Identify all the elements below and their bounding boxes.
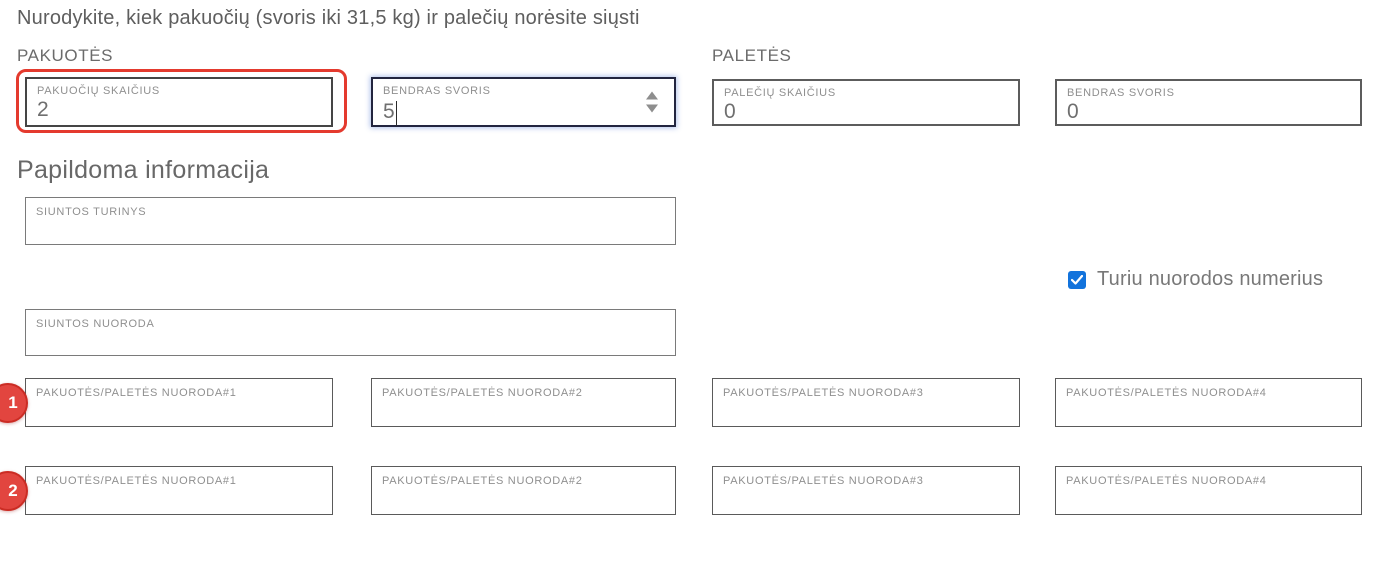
section-label-pallets: PALETĖS — [712, 46, 792, 65]
spinner-up-icon[interactable] — [646, 92, 658, 100]
package-reference-1-2-label: PAKUOTĖS/PALETĖS NUORODA#2 — [382, 387, 583, 399]
shipment-contents-input[interactable] — [25, 197, 676, 245]
package-reference-2-3-label: PAKUOTĖS/PALETĖS NUORODA#3 — [723, 475, 924, 487]
checkmark-icon — [1071, 275, 1083, 285]
package-reference-1-1-input[interactable] — [25, 378, 333, 427]
pallet-count-label: PALEČIŲ SKAIČIUS — [724, 87, 836, 99]
package-reference-2-3-input[interactable] — [712, 466, 1020, 515]
reference-numbers-checkbox-row — [1068, 268, 1323, 291]
text-cursor — [396, 101, 398, 126]
package-count-value: 2 — [37, 98, 49, 121]
package-weight-label: BENDRAS SVORIS — [383, 85, 491, 97]
spinner-down-icon[interactable] — [646, 105, 658, 113]
package-reference-2-4-input[interactable] — [1055, 466, 1362, 515]
row-number-badge: 1 — [0, 383, 28, 423]
package-weight-input[interactable] — [371, 77, 676, 127]
pallet-weight-label: BENDRAS SVORIS — [1067, 87, 1175, 99]
section-heading-additional-info: Papildoma informacija — [17, 156, 270, 184]
shipment-reference-label: SIUNTOS NUORODA — [36, 318, 155, 330]
pallet-count-input[interactable] — [712, 79, 1020, 126]
number-spinner — [646, 92, 658, 113]
reference-numbers-checkbox[interactable] — [1068, 271, 1086, 289]
package-reference-2-4-label: PAKUOTĖS/PALETĖS NUORODA#4 — [1066, 475, 1267, 487]
pallet-weight-value: 0 — [1067, 100, 1079, 123]
package-count-input[interactable] — [25, 77, 333, 127]
shipment-contents-label: SIUNTOS TURINYS — [36, 206, 147, 218]
package-reference-2-2-label: PAKUOTĖS/PALETĖS NUORODA#2 — [382, 475, 583, 487]
row-number-badge: 2 — [0, 471, 28, 511]
package-reference-1-4-input[interactable] — [1055, 378, 1362, 427]
package-count-label: PAKUOČIŲ SKAIČIUS — [37, 85, 160, 97]
package-reference-1-3-label: PAKUOTĖS/PALETĖS NUORODA#3 — [723, 387, 924, 399]
package-reference-2-1-label: PAKUOTĖS/PALETĖS NUORODA#1 — [36, 475, 237, 487]
section-label-packages: PAKUOTĖS — [17, 46, 114, 65]
reference-numbers-checkbox-label[interactable]: Turiu nuorodos numerius — [1097, 268, 1324, 290]
pallet-count-value: 0 — [724, 100, 736, 123]
package-reference-1-2-input[interactable] — [371, 378, 676, 427]
page-title: Nurodykite, kiek pakuočių (svoris iki 31,5 kg) ir palečių norėsite siųsti — [17, 7, 640, 29]
package-reference-1-1-label: PAKUOTĖS/PALETĖS NUORODA#1 — [36, 387, 237, 399]
package-reference-2-2-input[interactable] — [371, 466, 676, 515]
package-reference-1-4-label: PAKUOTĖS/PALETĖS NUORODA#4 — [1066, 387, 1267, 399]
package-weight-value: 5 — [383, 98, 397, 124]
package-reference-1-3-input[interactable] — [712, 378, 1020, 427]
shipment-reference-input[interactable] — [25, 309, 676, 356]
pallet-weight-input[interactable] — [1055, 79, 1362, 126]
package-reference-2-1-input[interactable] — [25, 466, 333, 515]
